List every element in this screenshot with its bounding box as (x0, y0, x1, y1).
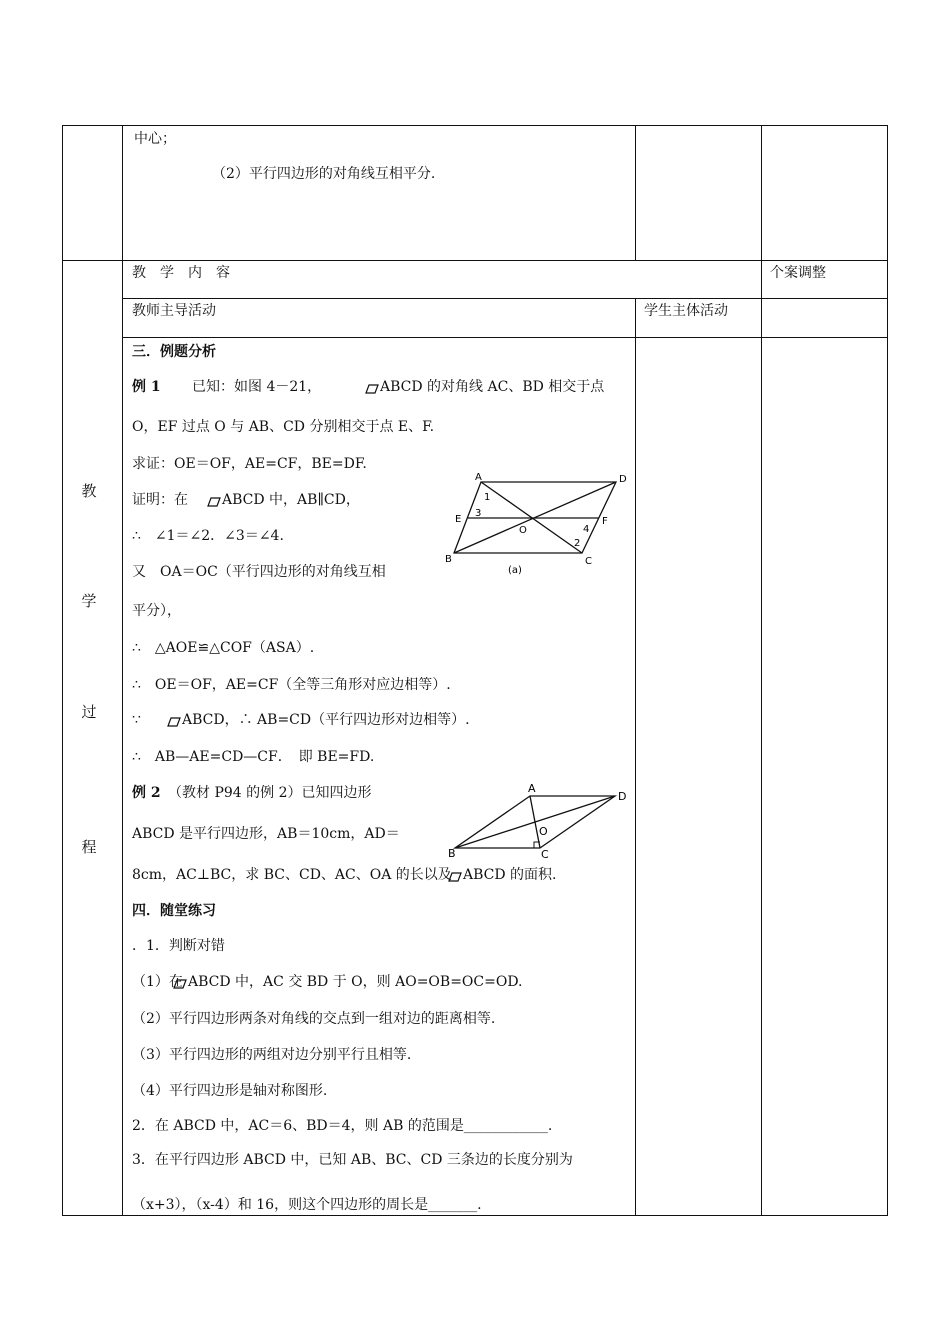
proof-line-8: ∴ AB—AE=CD—CF． 即 BE=FD. (132, 749, 375, 765)
table-border-right (887, 125, 888, 1216)
prove-statement: 求证：OE＝OF，AE=CF，BE=DF. (132, 456, 367, 472)
parallelogram-symbol-icon (365, 382, 379, 398)
example1-line2: O，EF 过点 O 与 AB、CD 分别相交于点 E、F. (132, 419, 435, 435)
parallelogram-symbol-icon (173, 977, 187, 993)
exercise-2: 2．在 ABCD 中，AC＝6、BD＝4，则 AB 的范围是____________. (132, 1118, 553, 1134)
side-label-char: 教 (81, 482, 97, 500)
proof-line-7b: ABCD，∴ AB=CD（平行四边形对边相等）. (182, 712, 470, 728)
parallelogram-symbol-icon (448, 870, 462, 886)
exercise-1-1a: （1）在 (132, 974, 183, 990)
figure-b-parallelogram (450, 780, 630, 860)
example2-label: 例 2 (132, 785, 161, 801)
section3-heading: 三．例题分析 (132, 344, 216, 360)
proof-line-5: ∴ △AOE≌△COF（ASA）. (132, 640, 315, 656)
figure-a-label: O (519, 525, 527, 536)
figure-b-label: A (528, 782, 536, 795)
example1-line1b: ABCD 的对角线 AC、BD 相交于点 (380, 379, 605, 395)
row-divider-header (122, 298, 888, 299)
top-line-2: （2）平行四边形的对角线互相平分. (212, 166, 436, 182)
exercise-3b: （x+3），（x-4）和 16，则这个四边形的周长是_______. (132, 1197, 482, 1213)
parallelogram-symbol-icon (207, 495, 221, 511)
figure-a-label: F (602, 516, 608, 527)
content-title: 教 学 内 容 (132, 265, 230, 281)
example2-line3b: ABCD 的面积. (463, 867, 557, 883)
column-divider-student-top (635, 125, 636, 260)
parallelogram-symbol-icon (167, 715, 181, 731)
figure-a-label: 4 (583, 524, 590, 535)
column-divider-side (122, 125, 123, 1216)
exercise-1-4: （4）平行四边形是轴对称图形. (132, 1083, 328, 1099)
proof-line-7a: ∵ (132, 712, 141, 728)
figure-b-label: O (539, 825, 548, 838)
exercise-1-2: （2）平行四边形两条对角线的交点到一组对边的距离相等. (132, 1011, 496, 1027)
figure-a-label: 3 (475, 508, 482, 519)
proof-line-4: 平分）， (132, 603, 181, 619)
proof-line-3: 又 OA＝OC（平行四边形的对角线互相 (132, 564, 386, 580)
section4-heading: 四．随堂练习 (132, 903, 216, 919)
figure-b-label: C (541, 848, 549, 861)
row-divider-subheader (122, 337, 888, 338)
proof-line-2: ∴ ∠1＝∠2．∠3＝∠4. (132, 528, 284, 544)
student-title: 学生主体活动 (644, 303, 728, 319)
example2-line1: （教材 P94 的例 2）已知四边形 (168, 785, 372, 801)
figure-a-label: 1 (484, 492, 491, 503)
top-line-1: 中心； (134, 131, 176, 147)
row-divider-section (62, 260, 888, 261)
side-label-char: 过 (81, 703, 97, 721)
lesson-table (62, 125, 888, 1216)
figure-b-label: D (618, 790, 627, 803)
figure-a-label: 2 (574, 538, 581, 549)
figure-a-label: C (585, 556, 592, 567)
proof-line-1a: 证明：在 (132, 492, 188, 508)
table-border-bottom (62, 1215, 888, 1216)
column-divider-adjust (761, 125, 762, 1216)
proof-line-1b: ABCD 中，AB∥CD， (222, 492, 360, 508)
figure-a-label: A (475, 472, 482, 483)
figure-b-label: B (448, 847, 456, 860)
side-label-char: 程 (81, 838, 97, 856)
table-border-top (62, 125, 888, 126)
proof-line-6: ∴ OE＝OF，AE=CF（全等三角形对应边相等）. (132, 677, 451, 693)
figure-a-parallelogram (444, 470, 644, 580)
table-border-left (62, 125, 63, 1216)
figure-a-label: E (455, 514, 462, 525)
exercise-3: 3．在平行四边形 ABCD 中，已知 AB、BC、CD 三条边的长度分别为 (132, 1152, 573, 1168)
side-label-char: 学 (81, 592, 97, 610)
column-divider-student (635, 298, 636, 1216)
example1-label: 例 1 (132, 379, 161, 395)
exercise-1-3: （3）平行四边形的两组对边分别平行且相等. (132, 1047, 412, 1063)
figure-a-caption: (a) (508, 565, 522, 576)
exercise-1: ．1．判断对错 (132, 938, 225, 954)
exercise-1-1b: ABCD 中，AC 交 BD 于 O，则 AO=OB=OC=OD. (188, 974, 523, 990)
example1-line1: 已知：如图 4－21， (192, 379, 322, 395)
adjust-title: 个案调整 (770, 265, 826, 281)
figure-a-label: B (445, 554, 452, 565)
figure-a-label: D (619, 474, 627, 485)
example2-line3a: 8cm，AC⊥BC，求 BC、CD、AC、OA 的长以及 (132, 867, 452, 883)
example2-line2: ABCD 是平行四边形，AB＝10cm，AD＝ (132, 826, 400, 842)
teacher-title: 教师主导活动 (132, 303, 216, 319)
